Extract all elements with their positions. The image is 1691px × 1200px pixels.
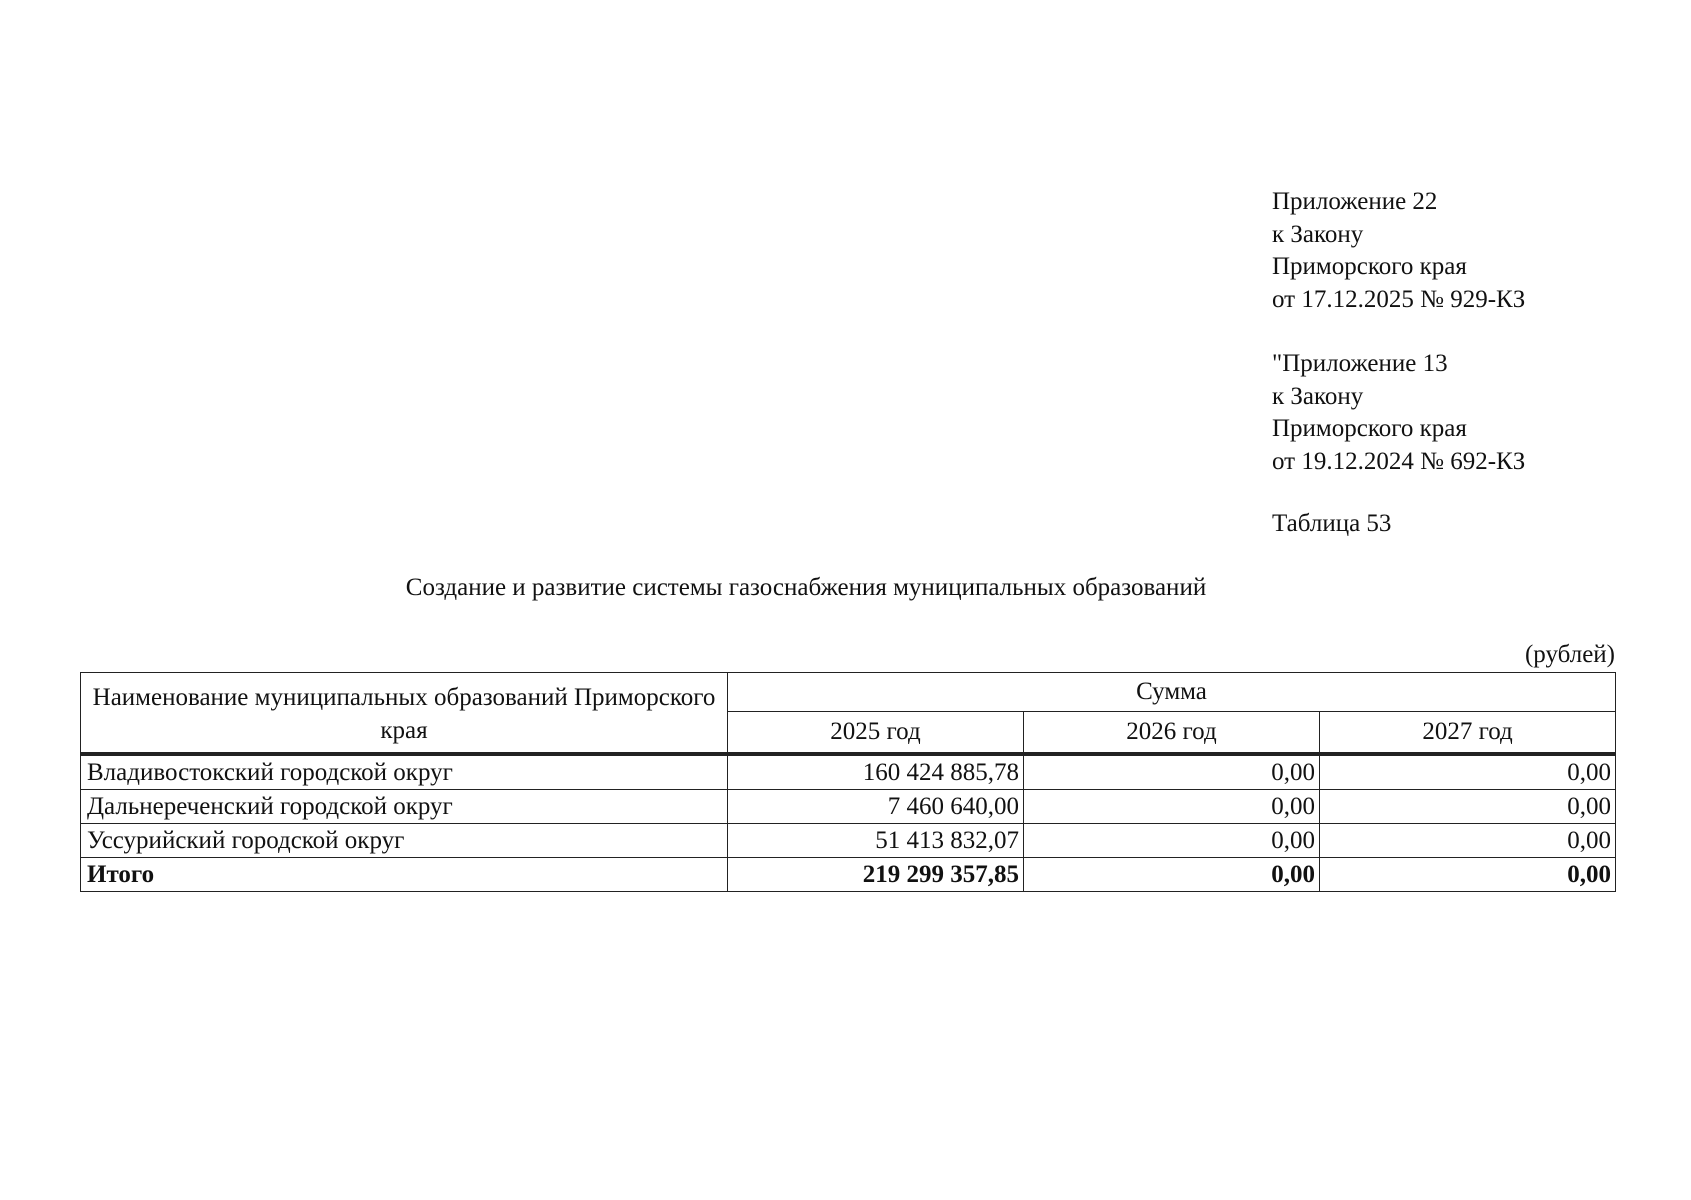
- amount-2026: 0,00: [1024, 824, 1320, 858]
- municipality-name: Дальнереченский городской округ: [81, 790, 728, 824]
- amount-2025: 160 424 885,78: [728, 754, 1024, 790]
- table-row: [81, 824, 1616, 858]
- total-label: Итого: [81, 858, 728, 892]
- total-2025: 219 299 357,85: [728, 858, 1024, 892]
- total-2027: 0,00: [1320, 858, 1616, 892]
- appendix-line: Приморского края: [1272, 253, 1467, 280]
- table-row: [81, 790, 1616, 824]
- units-label: (рублей): [1524, 641, 1615, 668]
- total-row: [81, 858, 1616, 892]
- table-number: Таблица 53: [1272, 510, 1392, 537]
- appendix-line: к Закону: [1272, 220, 1364, 248]
- municipality-name: Владивостокский городской округ: [81, 754, 728, 790]
- municipality-name: Уссурийский городской округ: [81, 824, 728, 858]
- table-row: [81, 754, 1616, 790]
- budget-table: [80, 672, 1616, 892]
- amended-appendix-line: Приморского края: [1272, 415, 1467, 442]
- amended-appendix-line: "Приложение 13: [1272, 350, 1448, 377]
- appendix-line: от 17.12.2025 № 929-КЗ: [1272, 285, 1526, 313]
- amount-2027: 0,00: [1320, 790, 1616, 824]
- amount-2027: 0,00: [1320, 754, 1616, 790]
- column-header-year-2026: 2026 год: [1024, 712, 1320, 755]
- column-header-year-2027: 2027 год: [1320, 712, 1616, 755]
- amended-appendix-line: от 19.12.2024 № 692-КЗ: [1272, 447, 1526, 475]
- amount-2026: 0,00: [1024, 754, 1320, 790]
- amount-2026: 0,00: [1024, 790, 1320, 824]
- amount-2027: 0,00: [1320, 824, 1616, 858]
- amount-2025: 7 460 640,00: [728, 790, 1024, 824]
- column-header-sum: Сумма: [728, 673, 1616, 712]
- amount-2025: 51 413 832,07: [728, 824, 1024, 858]
- document-title: Создание и развитие системы газоснабжения муниципальных образований: [405, 574, 1207, 601]
- appendix-line: Приложение 22: [1272, 188, 1438, 215]
- total-2026: 0,00: [1024, 858, 1320, 892]
- amended-appendix-line: к Закону: [1272, 382, 1364, 410]
- column-header-municipality: Наименование муниципальных образований Приморского края: [81, 673, 728, 755]
- appendix-block: [1272, 186, 1525, 478]
- column-header-year-2025: 2025 год: [728, 712, 1024, 755]
